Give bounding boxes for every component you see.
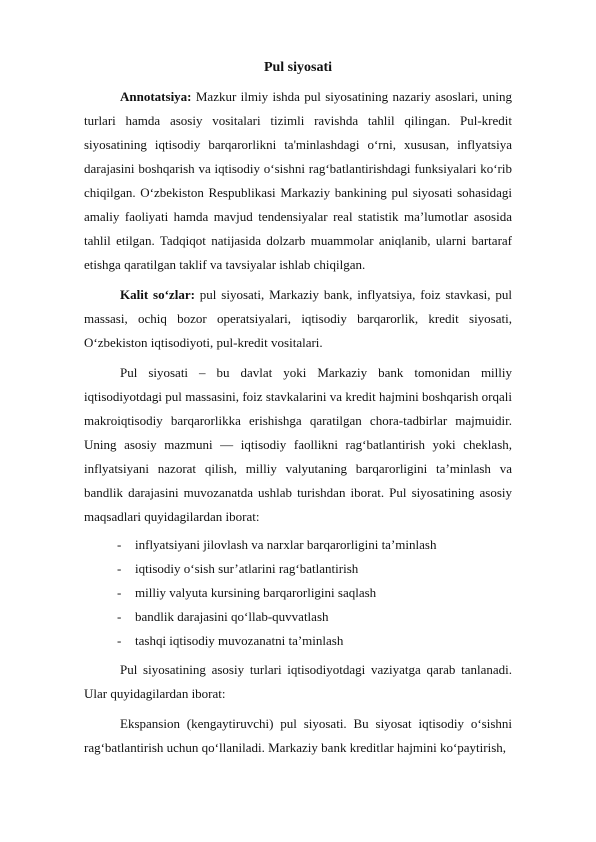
list-item-text: milliy valyuta kursining barqarorligini saqlash <box>135 585 377 600</box>
keywords-text: pul siyosati, Markaziy bank, inflyatsiya, foiz stavkasi, pul massasi, ochiq bozor operatsiyalari, iqtisodiy barqarorlik, kredit siyosati, O‘zbekiston iqtisodiyoti, pul-kredit vositalari. <box>84 287 512 350</box>
list-dash: - <box>117 561 122 576</box>
keywords-label: Kalit so‘zlar: <box>120 287 195 302</box>
keywords-paragraph <box>84 283 512 355</box>
list-item-text: inflyatsiyani jilovlash va narxlar barqarorligini ta’minlash <box>135 537 437 552</box>
list-dash: - <box>117 633 122 648</box>
list-dash: - <box>117 585 122 600</box>
page-title: Pul siyosati <box>263 60 333 75</box>
abstract-paragraph <box>84 85 512 277</box>
document-page <box>84 58 512 760</box>
list-item-text: bandlik darajasini qo‘llab-quvvatlash <box>135 609 329 624</box>
goals-list <box>84 533 512 653</box>
types-intro-paragraph: Pul siyosatining asosiy turlari iqtisodiyotdagi vaziyatga qarab tanlanadi. Ular quyidagilardan iborat: <box>84 662 512 701</box>
list-item-text: iqtisodiy o‘sish sur’atlarini rag‘batlantirish <box>135 561 359 576</box>
list-item <box>84 605 512 629</box>
definition-paragraph: Pul siyosati – bu davlat yoki Markaziy bank tomonidan milliy iqtisodiyotdagi pul massasini, foiz stavkalarini va kredit hajmini boshqarish orqali makroiqtisodiy barqarorlikka erishishga qaratilgan chora-tadbirlar majmuidir. Uning asosiy mazmuni — iqtisodiy faollikni rag‘batlantirish yoki cheklash, inflyatsiyani nazorat qilish, milliy valyutaning barqarorligini ta’minlash va bandlik darajasini muvozanatda ushlab turishdan iborat. Pul siyosatining asosiy maqsadlari quyidagilardan iborat: <box>84 365 512 524</box>
expansionary-policy-paragraph: Ekspansion (kengaytiruvchi) pul siyosati. Bu siyosat iqtisodiy o‘sishni rag‘batlantirish uchun qo‘llaniladi. Markaziy bank kreditlar hajmini ko‘paytirish, <box>84 716 512 755</box>
list-item <box>84 581 512 605</box>
list-item <box>84 533 512 557</box>
list-dash: - <box>117 609 122 624</box>
abstract-text: Mazkur ilmiy ishda pul siyosatining nazariy asoslari, uning turlari hamda asosiy vositalari tizimli ravishda tahlil qilingan. Pul-kredit siyosatining iqtisodiy barqarorlikni ta'minlashdagi o‘rni, xususan, inflyatsiya darajasini boshqarish va iqtisodiy o‘sishni rag‘batlantirishdagi funksiyalari ko‘rib chiqilgan. O‘zbekiston Respublikasi Markaziy bankining pul siyosati sohasidagi amaliy faoliyati hamda mavjud tendensiyalar real statistik ma’lumotlar asosida tahlil etilgan. Tadqiqot natijasida dolzarb muammolar aniqlanib, ularni bartaraf etishga qaratilgan taklif va tavsiyalar ishlab chiqilgan. <box>84 89 512 272</box>
list-item <box>84 557 512 581</box>
list-item-text: tashqi iqtisodiy muvozanatni ta’minlash <box>135 633 344 648</box>
list-dash: - <box>117 537 122 552</box>
list-item <box>84 629 512 653</box>
abstract-label: Annotatsiya: <box>120 89 192 104</box>
